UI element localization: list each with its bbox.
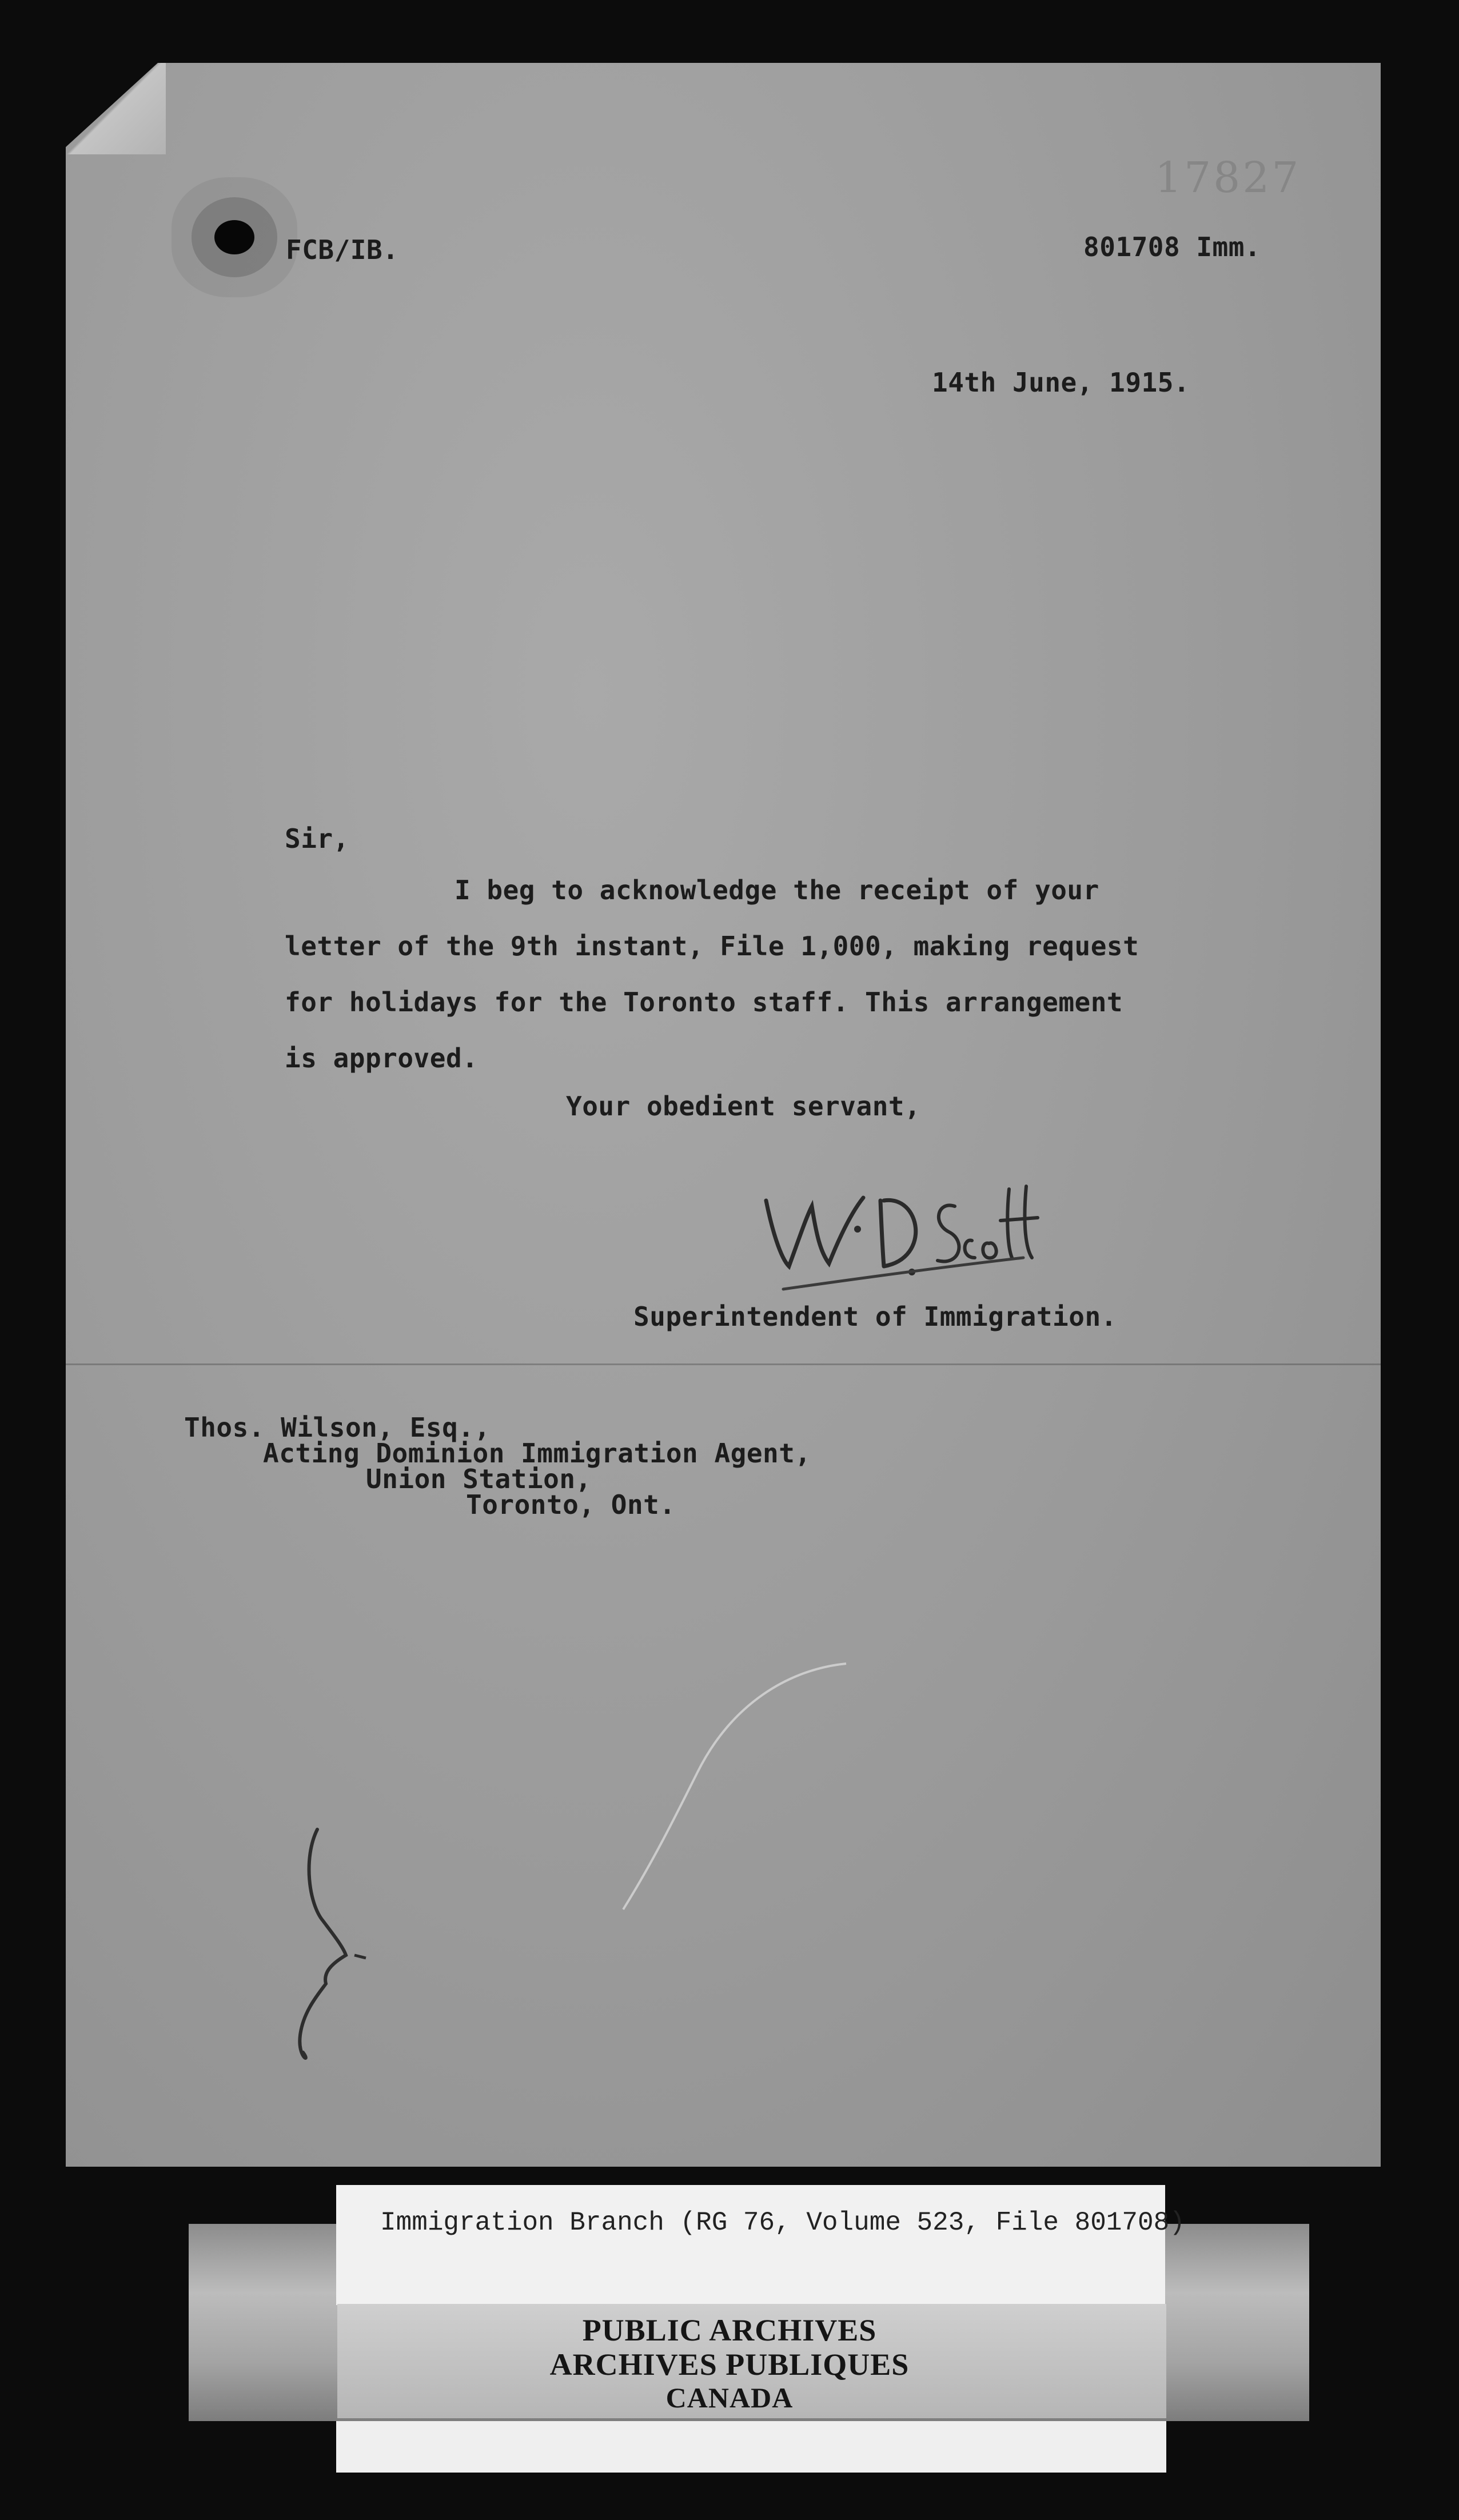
body-line: letter of the 9th instant, File 1,000, making request [285,931,1139,962]
signer-title: Superintendent of Immigration. [633,1301,1117,1332]
archive-citation: Immigration Branch (RG 76, Volume 523, File 801708) [380,2208,1185,2238]
body-line: is approved. [285,1043,479,1074]
handwritten-mark [269,1824,383,2075]
letter-date: 14th June, 1915. [932,367,1190,398]
archive-stamp-line: ARCHIVES PUBLIQUES [549,2347,910,2382]
archive-stamp-line: PUBLIC ARCHIVES [582,2313,877,2347]
signature-graphic [749,1166,1046,1298]
addressee-line: Toronto, Ont. [466,1489,676,1520]
file-number: 801708 Imm. [1083,232,1261,262]
body-line: I beg to acknowledge the receipt of your [455,875,1099,906]
citation-card [336,2185,1165,2305]
stamped-number: 17827 [1155,153,1301,202]
salutation: Sir, [285,823,349,854]
addressee-line: Union Station, [366,1464,592,1494]
folded-corner [66,63,166,154]
card-bottom [336,2421,1166,2473]
archive-stamp-line: CANADA [665,2382,794,2414]
addressee-line: Thos. Wilson, Esq., [184,1412,491,1443]
fold-crease [66,1363,1381,1365]
film-scratch [617,1658,858,1915]
addressee-line: Acting Dominion Immigration Agent, [263,1438,811,1469]
reference-initials: FCB/IB. [286,234,399,265]
closing: Your obedient servant, [566,1091,921,1122]
punch-hole [214,220,254,254]
body-line: for holidays for the Toronto staff. This arrangement [285,987,1123,1018]
